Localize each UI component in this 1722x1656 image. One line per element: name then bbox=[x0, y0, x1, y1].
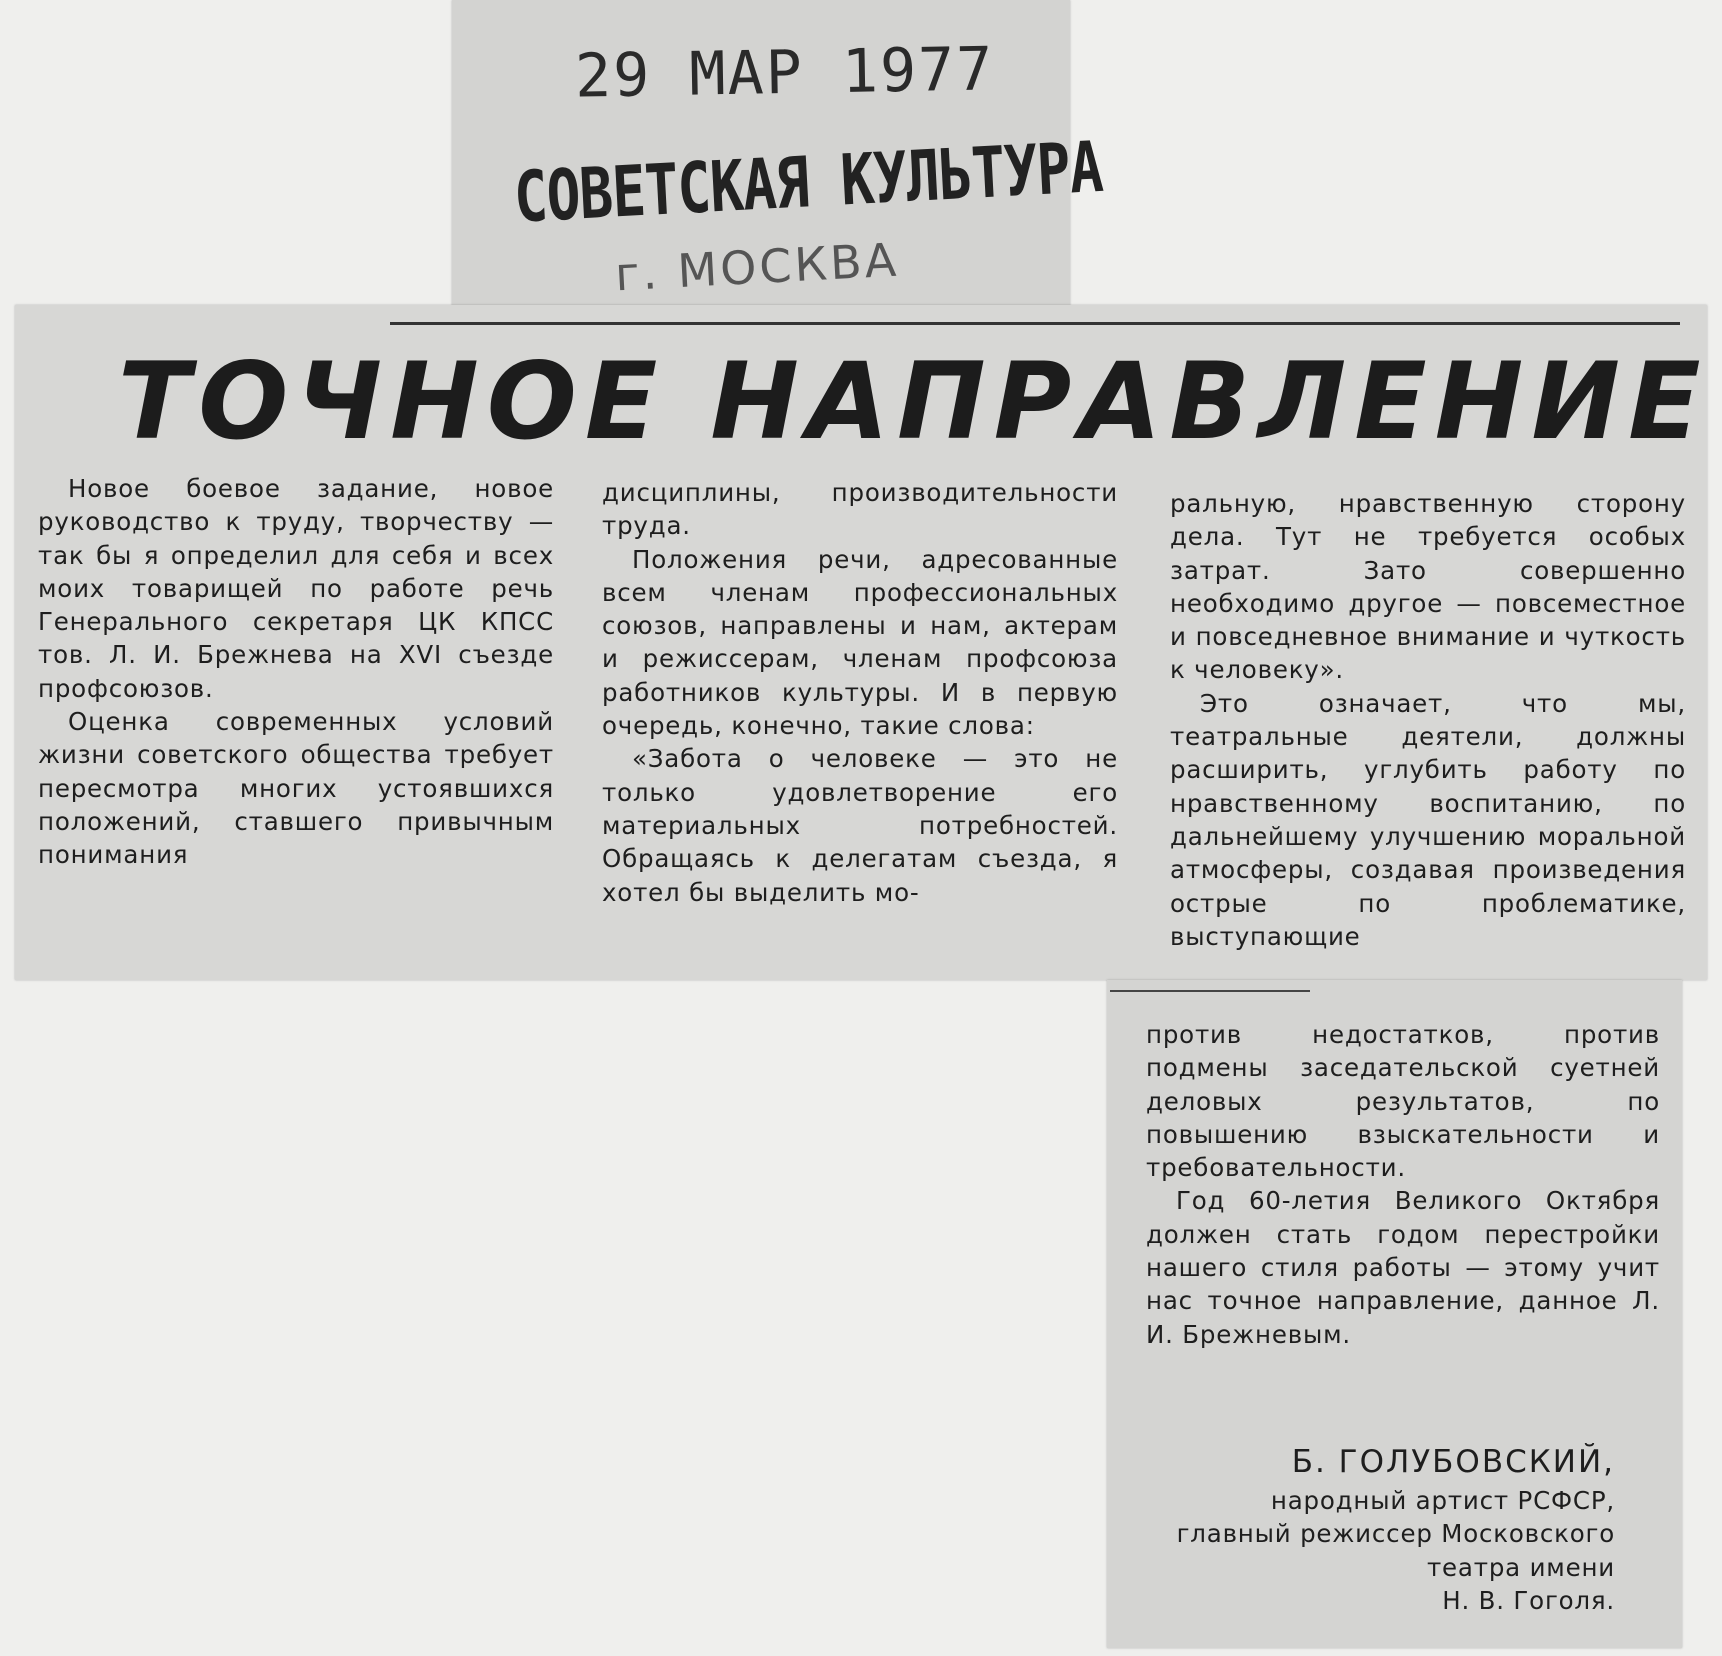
article-column-2 bbox=[602, 476, 1118, 909]
article-column-3 bbox=[1170, 487, 1686, 953]
headline-rule bbox=[390, 322, 1680, 325]
paragraph: против недостатков, против подмены заседательской суетней деловых результатов, по повышению взыскательности и требовательности. bbox=[1146, 1020, 1660, 1183]
paragraph: Оценка современных условий жизни советского общества требует пересмотра многих устоявшихся положений, ставшего привычным понимания bbox=[38, 707, 554, 870]
paragraph: Это означает, что мы, театральные деятели, должны расширить, углубить работу по нравственному воспитанию, по дальнейшему улучшению моральной атмосферы, создавая произведения острые по проблематике, выступающие bbox=[1170, 688, 1686, 951]
paragraph: дисциплины, производительности труда. bbox=[602, 478, 1118, 541]
stamp-newspaper-name: СОВЕТСКАЯ КУЛЬТУРА bbox=[512, 127, 1105, 240]
author-title-line: народный артист РСФСР, bbox=[1270, 1486, 1615, 1515]
author-title-line: главный режиссер Московского театра имени bbox=[1176, 1519, 1615, 1582]
stamp-date: 29 МАР 1977 bbox=[574, 34, 995, 112]
paragraph: Положения речи, адресованные всем членам профессиональных союзов, направлены и нам, актерам и режиссерам, членам профсоюза работников культуры. И в первую очередь, конечно, такие слова: bbox=[602, 544, 1118, 741]
paragraph: Новое боевое задание, новое руководство к труду, творчеству — так бы я определил для себя и всех моих товарищей по работе речь Генерального секретаря ЦК КПСС тов. Л. И. Брежнева на XVI съезде профсоюзов. bbox=[38, 474, 554, 703]
paragraph: Год 60-летия Великого Октября должен стать годом перестройки нашего стиля работы — этому учит нас точное направление, данное Л. И. Брежневым. bbox=[1146, 1186, 1660, 1349]
article-title: ТОЧНОЕ НАПРАВЛЕНИЕ bbox=[118, 340, 1709, 463]
author-title-line: Н. В. Гоголя. bbox=[1442, 1585, 1615, 1615]
article-column-4 bbox=[1146, 1018, 1660, 1351]
paragraph: «Забота о человеке — это не только удовлетворение его материальных потребностей. Обращаясь к делегатам съезда, я хотел бы выделить мо- bbox=[602, 744, 1118, 907]
article-column-1 bbox=[38, 472, 554, 872]
author-signature bbox=[1120, 1440, 1615, 1617]
paragraph: ральную, нравственную сторону дела. Тут не требуется особых затрат. Зато совершенно необходимо другое — повсеместное и повседневное внимание и чуткость к человеку». bbox=[1170, 489, 1686, 685]
author-name: Б. ГОЛУБОВСКИЙ, bbox=[1291, 1444, 1615, 1480]
stamp-city: г. МОСКВА bbox=[613, 232, 901, 302]
tail-rule bbox=[1110, 990, 1310, 992]
